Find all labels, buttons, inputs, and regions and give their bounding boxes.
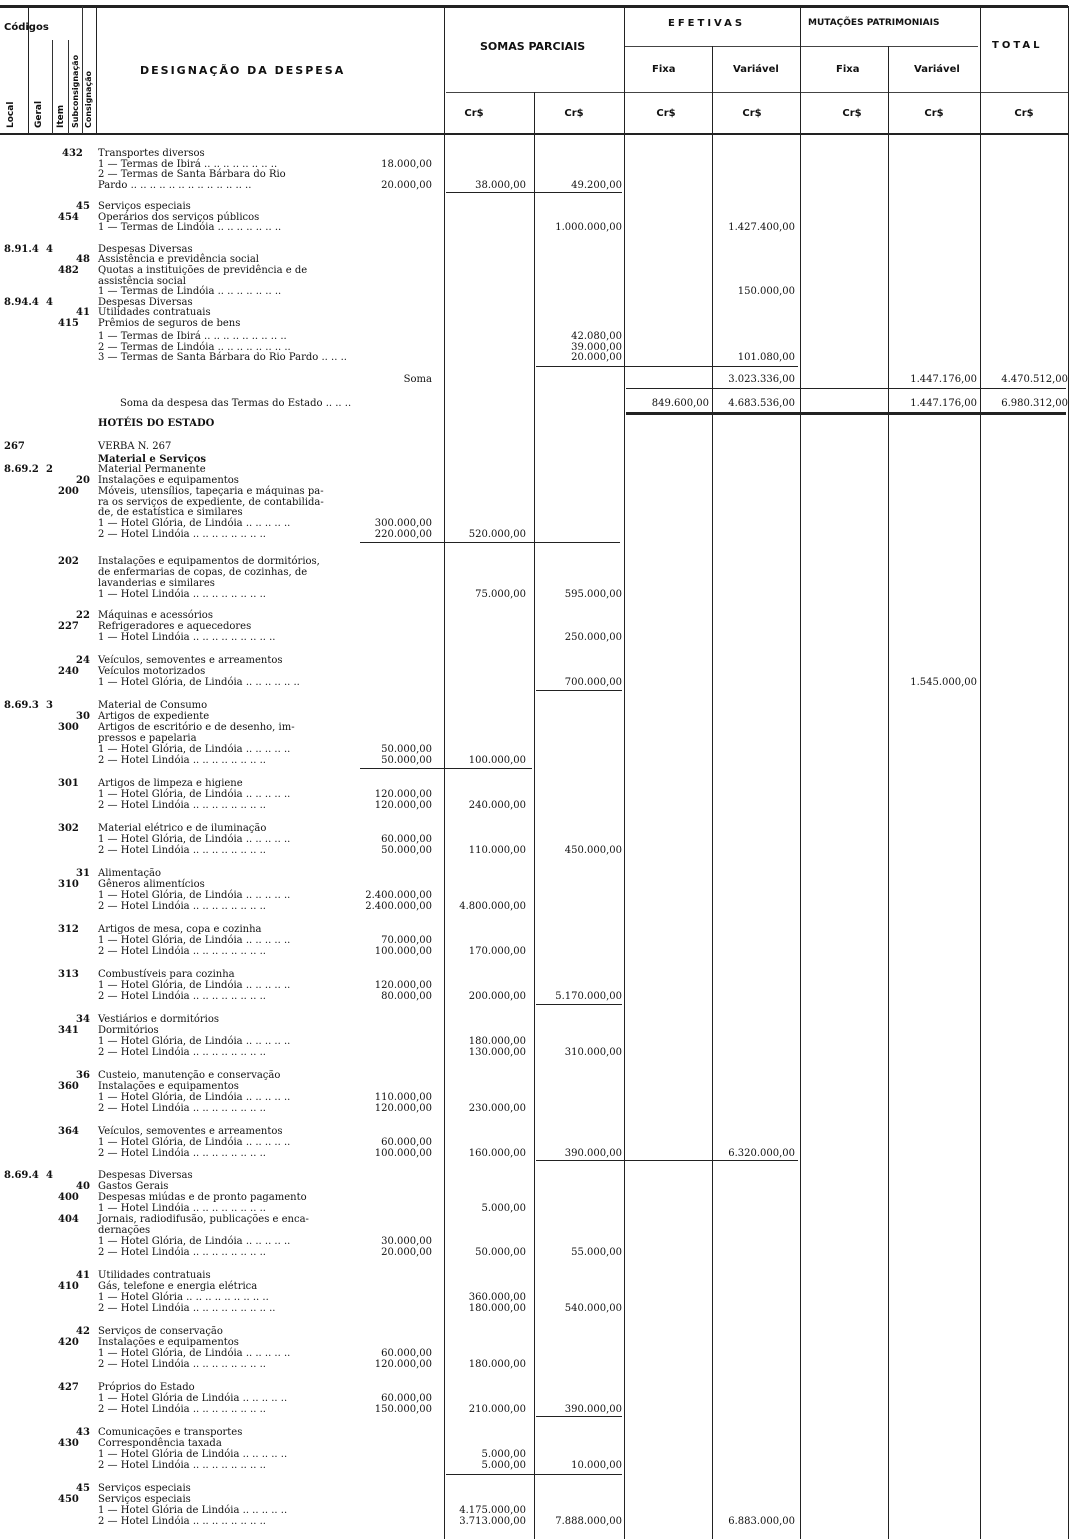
value-detail: 60.000,00 <box>381 834 432 845</box>
table-row <box>0 901 1072 913</box>
header-local: Local <box>6 101 16 128</box>
currency-col3: Cr$ <box>656 108 676 119</box>
rule-seguros <box>536 366 798 367</box>
row-description: Gás, telefone e energia elétrica <box>98 1281 258 1292</box>
value-efetivas-variavel: 6.320.000,00 <box>728 1148 795 1159</box>
row-description: 2 — Hotel Lindóia .. .. .. .. .. .. .. .. <box>98 1516 266 1527</box>
row-description: 1 — Termas de Lindóia .. .. .. .. .. .. .. <box>98 286 282 297</box>
value-somas-parciais-1: 130.000,00 <box>468 1047 526 1058</box>
row-description: HOTÉIS DO ESTADO <box>98 418 215 429</box>
code-consignacao: 415 <box>58 318 79 329</box>
value-somas-parciais-2: 390.000,00 <box>564 1148 622 1159</box>
termas-total-label: Soma da despesa das Termas do Estado .. .. .. <box>120 398 352 409</box>
code-consignacao: 313 <box>58 969 79 980</box>
value-detail: 50.000,00 <box>381 845 432 856</box>
table-row <box>0 352 1072 364</box>
table-row <box>0 222 1072 234</box>
row-description: Veículos motorizados <box>98 666 206 677</box>
row-description: Serviços especiais <box>98 1494 191 1505</box>
value-somas-parciais-1: 520.000,00 <box>468 529 526 540</box>
code-local: 8.69.2 <box>4 464 39 475</box>
row-description: 2 — Termas de Santa Bárbara do Rio <box>98 169 286 180</box>
value-detail: 120.000,00 <box>374 1359 432 1370</box>
code-consignacao: 301 <box>58 778 79 789</box>
value-somas-parciais-1: 3.713.000,00 <box>459 1516 526 1527</box>
value-somas-parciais-1: 240.000,00 <box>468 800 526 811</box>
row-description: assistência social <box>98 276 186 287</box>
row-description: 2 — Termas de Lindóia .. .. .. .. .. .. .. .. <box>98 342 291 353</box>
code-consignacao: 202 <box>58 556 79 567</box>
header-designacao: DESIGNAÇÃO DA DESPESA <box>140 64 346 77</box>
table-row <box>0 1460 1072 1472</box>
code-item: 36 <box>76 1070 90 1081</box>
code-consignacao: 420 <box>58 1337 79 1348</box>
currency-col2: Cr$ <box>564 108 584 119</box>
row-description: 1 — Termas de Ibirá .. .. .. .. .. .. .. .. <box>98 159 278 170</box>
table-row <box>0 755 1072 767</box>
table-row <box>0 441 1072 453</box>
currency-col7: Cr$ <box>1014 108 1034 119</box>
code-item: 34 <box>76 1014 90 1025</box>
table-row <box>0 632 1072 644</box>
row-description: dernações <box>98 1225 151 1236</box>
value-somas-parciais-1: 160.000,00 <box>468 1148 526 1159</box>
code-local: 8.69.3 <box>4 700 39 711</box>
row-description: ra os serviços de expediente, de contabilida- <box>98 497 324 508</box>
value-mutacoes-variavel: 1.447.176,00 <box>910 398 977 409</box>
table-row <box>0 845 1072 857</box>
row-description: Vestiários e dormitórios <box>98 1014 219 1025</box>
row-description: 2 — Hotel Lindóia .. .. .. .. .. .. .. .. <box>98 529 266 540</box>
row-description: 1 — Termas de Ibirá .. .. .. .. .. .. .. .. .. <box>98 331 287 342</box>
value-efetivas-variavel: 6.883.000,00 <box>728 1516 795 1527</box>
rule-combustiveis <box>536 1004 622 1005</box>
value-somas-parciais-2: 20.000,00 <box>571 352 622 363</box>
row-description: Artigos de expediente <box>98 711 210 722</box>
code-item: 432 <box>62 148 83 159</box>
row-description: 2 — Hotel Lindóia .. .. .. .. .. .. .. .. <box>98 1247 266 1258</box>
code-item: 20 <box>76 475 90 486</box>
value-somas-parciais-1: 5.000,00 <box>481 1460 526 1471</box>
table-row <box>0 991 1072 1003</box>
header-variavel-mutacoes: Variável <box>914 64 960 75</box>
value-somas-parciais-2: 450.000,00 <box>564 845 622 856</box>
value-somas-parciais-2: 39.000,00 <box>571 342 622 353</box>
code-local: 8.91.4 <box>4 244 39 255</box>
header-fixa-efetivas: Fixa <box>652 64 676 75</box>
value-detail: 50.000,00 <box>381 744 432 755</box>
row-description: 3 — Termas de Santa Bárbara do Rio Pardo .. .. .. <box>98 352 347 363</box>
value-efetivas-variavel: 4.683.536,00 <box>728 398 795 409</box>
value-somas-parciais-1: 4.800.000,00 <box>459 901 526 912</box>
row-description: Custeio, manutenção e conservação <box>98 1070 281 1081</box>
row-description: Utilidades contratuais <box>98 307 211 318</box>
code-geral: 2 <box>46 464 53 475</box>
value-efetivas-variavel: 150.000,00 <box>737 286 795 297</box>
row-description: Utilidades contratuais <box>98 1270 211 1281</box>
row-description: Artigos de escritório e de desenho, im- <box>98 722 295 733</box>
code-consignacao: 427 <box>58 1382 79 1393</box>
row-description: Alimentação <box>98 868 162 879</box>
rule-transportes <box>446 192 622 193</box>
value-somas-parciais-2: 310.000,00 <box>564 1047 622 1058</box>
row-description: de, de estatística e similares <box>98 507 243 518</box>
row-description: 2 — Hotel Lindóia .. .. .. .. .. .. .. .. <box>98 946 266 957</box>
value-detail: 50.000,00 <box>381 755 432 766</box>
row-description: 2 — Hotel Lindóia .. .. .. .. .. .. .. .. <box>98 991 266 1002</box>
value-detail: 100.000,00 <box>374 1148 432 1159</box>
header-efetivas: EFETIVAS <box>668 18 746 29</box>
row-description: Material Permanente <box>98 464 206 475</box>
header-codigos: Códigos <box>4 22 49 33</box>
header-item: Item <box>56 104 66 128</box>
code-consignacao: 227 <box>58 621 79 632</box>
value-somas-parciais-1: 170.000,00 <box>468 946 526 957</box>
value-somas-parciais-2: 595.000,00 <box>564 589 622 600</box>
value-mutacoes-variavel: 1.545.000,00 <box>910 677 977 688</box>
row-description: 1 — Hotel Glória, de Lindóia .. .. .. .. .. <box>98 1036 291 1047</box>
row-description: Veículos, semoventes e arreamentos <box>98 655 283 666</box>
table-row <box>0 374 1072 386</box>
value-detail: 20.000,00 <box>381 180 432 191</box>
value-somas-parciais-2: 55.000,00 <box>571 1247 622 1258</box>
value-somas-parciais-1: 75.000,00 <box>475 589 526 600</box>
row-description: Artigos de mesa, copa e cozinha <box>98 924 262 935</box>
row-description: 1 — Hotel Glória, de Lindóia .. .. .. .. .. <box>98 1092 291 1103</box>
row-description: Prêmios de seguros de bens <box>98 318 241 329</box>
value-somas-parciais-2: 10.000,00 <box>571 1460 622 1471</box>
value-somas-parciais-2: 42.080,00 <box>571 331 622 342</box>
value-efetivas-variavel: 1.427.400,00 <box>728 222 795 233</box>
code-local: 267 <box>4 441 25 452</box>
value-somas-parciais-1: 200.000,00 <box>468 991 526 1002</box>
value-detail: 60.000,00 <box>381 1348 432 1359</box>
code-item: 48 <box>76 254 90 265</box>
value-detail: 100.000,00 <box>374 946 432 957</box>
header-consignacao: Consignação <box>84 70 93 128</box>
rule-custeio <box>536 1160 798 1161</box>
table-row <box>0 418 1072 430</box>
value-total: 4.470.512,00 <box>1001 374 1068 385</box>
row-description: 2 — Hotel Lindóia .. .. .. .. .. .. .. .. <box>98 901 266 912</box>
row-description: 1 — Hotel Glória, de Lindóia .. .. .. .. .. <box>98 890 291 901</box>
row-description: Material e Serviços <box>98 454 207 465</box>
table-row <box>0 946 1072 958</box>
row-description: Serviços de conservação <box>98 1326 223 1337</box>
row-description: Serviços especiais <box>98 1483 191 1494</box>
row-description: Despesas Diversas <box>98 1170 193 1181</box>
table-row <box>0 1359 1072 1371</box>
value-somas-parciais-1: 38.000,00 <box>475 180 526 191</box>
header-geral: Geral <box>34 100 44 128</box>
table-row <box>0 318 1072 330</box>
rule-proprios <box>536 1416 622 1417</box>
value-detail: 20.000,00 <box>381 1247 432 1258</box>
row-description: 2 — Hotel Lindóia .. .. .. .. .. .. .. .. <box>98 1460 266 1471</box>
table-row <box>0 398 1072 410</box>
rule-soma-termas <box>626 388 1066 389</box>
code-consignacao: 482 <box>58 265 79 276</box>
table-row <box>0 589 1072 601</box>
row-description: Refrigeradores e aquecedores <box>98 621 252 632</box>
value-somas-parciais-1: 210.000,00 <box>468 1404 526 1415</box>
code-consignacao: 404 <box>58 1214 79 1225</box>
rule-veiculos <box>536 690 622 691</box>
value-detail: 18.000,00 <box>381 159 432 170</box>
row-description: 2 — Hotel Lindóia .. .. .. .. .. .. .. .. <box>98 1359 266 1370</box>
code-consignacao: 200 <box>58 486 79 497</box>
row-description: 2 — Hotel Lindóia .. .. .. .. .. .. .. .. <box>98 1148 266 1159</box>
value-somas-parciais-1: 180.000,00 <box>468 1303 526 1314</box>
row-description: 1 — Hotel Glória, de Lindóia .. .. .. .. .. <box>98 834 291 845</box>
header-somas-parciais: SOMAS PARCIAIS <box>480 40 586 53</box>
code-item: 31 <box>76 868 90 879</box>
value-detail: 60.000,00 <box>381 1393 432 1404</box>
code-geral: 4 <box>46 297 53 308</box>
row-description: Jornais, radiodifusão, publicações e enca- <box>98 1214 309 1225</box>
row-description: Próprios do Estado <box>98 1382 195 1393</box>
code-consignacao: 360 <box>58 1081 79 1092</box>
row-description: Gêneros alimentícios <box>98 879 205 890</box>
row-description: Instalações e equipamentos de dormitórios, <box>98 556 320 567</box>
currency-col6: Cr$ <box>924 108 944 119</box>
value-somas-parciais-2: 7.888.000,00 <box>555 1516 622 1527</box>
row-description: Combustíveis para cozinha <box>98 969 235 980</box>
table-row <box>0 1247 1072 1259</box>
row-description: 1 — Hotel Glória, de Lindóia .. .. .. .. .. <box>98 518 291 529</box>
row-description: 1 — Hotel Glória de Lindóia .. .. .. .. .. <box>98 1393 288 1404</box>
row-description: de enfermarias de copas, de cozinhas, de <box>98 567 308 578</box>
row-description: Material de Consumo <box>98 700 208 711</box>
value-detail: 120.000,00 <box>374 789 432 800</box>
code-geral: 4 <box>46 1170 53 1181</box>
row-description: Dormitórios <box>98 1025 159 1036</box>
value-somas-parciais-2: 700.000,00 <box>564 677 622 688</box>
code-item: 30 <box>76 711 90 722</box>
row-description: lavanderias e similares <box>98 578 215 589</box>
row-description: Comunicações e transportes <box>98 1427 243 1438</box>
value-somas-parciais-1: 110.000,00 <box>468 845 526 856</box>
code-consignacao: 312 <box>58 924 79 935</box>
code-item: 45 <box>76 201 90 212</box>
header-rule-sub <box>446 92 1068 93</box>
row-description: Quotas a instituições de previdência e de <box>98 265 308 276</box>
table-row <box>0 1047 1072 1059</box>
row-description: 2 — Hotel Lindóia .. .. .. .. .. .. .. .. <box>98 1047 266 1058</box>
header-total: TOTAL <box>992 40 1043 51</box>
value-somas-parciais-2: 540.000,00 <box>564 1303 622 1314</box>
currency-col1: Cr$ <box>464 108 484 119</box>
col-line-local <box>28 6 29 134</box>
code-item: 40 <box>76 1181 90 1192</box>
row-description: Operários dos serviços públicos <box>98 212 260 223</box>
row-description: 2 — Hotel Lindóia .. .. .. .. .. .. .. .. <box>98 1103 266 1114</box>
code-item: 24 <box>76 655 90 666</box>
row-description: 1 — Hotel Glória, de Lindóia .. .. .. .. .. <box>98 1137 291 1148</box>
header-rule-efetivas <box>624 46 978 47</box>
value-efetivas-variavel: 3.023.336,00 <box>728 374 795 385</box>
row-description: 2 — Hotel Lindóia .. .. .. .. .. .. .. .. <box>98 755 266 766</box>
header-fixa-mutacoes: Fixa <box>836 64 860 75</box>
row-description: Serviços especiais <box>98 201 191 212</box>
value-somas-parciais-1: 5.000,00 <box>481 1449 526 1460</box>
rule-expediente <box>360 768 532 769</box>
value-somas-parciais-1: 180.000,00 <box>468 1036 526 1047</box>
table-row <box>0 1303 1072 1315</box>
row-description: 1 — Termas de Lindóia .. .. .. .. .. .. .. <box>98 222 282 233</box>
table-row <box>0 1103 1072 1115</box>
value-somas-parciais-2: 390.000,00 <box>564 1404 622 1415</box>
col-line-geral <box>52 40 53 134</box>
value-detail: 60.000,00 <box>381 1137 432 1148</box>
code-consignacao: 410 <box>58 1281 79 1292</box>
row-description: 2 — Hotel Lindóia .. .. .. .. .. .. .. .. <box>98 845 266 856</box>
code-consignacao: 310 <box>58 879 79 890</box>
value-efetivas-variavel: 101.080,00 <box>737 352 795 363</box>
value-detail: 80.000,00 <box>381 991 432 1002</box>
row-description: 2 — Hotel Lindóia .. .. .. .. .. .. .. .. .. <box>98 1303 276 1314</box>
row-description: Material elétrico e de iluminação <box>98 823 267 834</box>
code-consignacao: 454 <box>58 212 79 223</box>
value-somas-parciais-2: 5.170.000,00 <box>555 991 622 1002</box>
row-description: Despesas miúdas e de pronto pagamento <box>98 1192 307 1203</box>
table-row <box>0 677 1072 689</box>
code-item: 41 <box>76 307 90 318</box>
value-detail: 30.000,00 <box>381 1236 432 1247</box>
row-description: pressos e papelaria <box>98 733 197 744</box>
row-description: 1 — Hotel Glória, de Lindóia .. .. .. .. .. <box>98 935 291 946</box>
currency-col4: Cr$ <box>742 108 762 119</box>
value-somas-parciais-1: 180.000,00 <box>468 1359 526 1370</box>
row-description: Veículos, semoventes e arreamentos <box>98 1126 283 1137</box>
value-detail: 220.000,00 <box>374 529 432 540</box>
row-description: Transportes diversos <box>98 148 205 159</box>
table-row <box>0 800 1072 812</box>
row-description: Artigos de limpeza e higiene <box>98 778 243 789</box>
value-total: 6.980.312,00 <box>1001 398 1068 409</box>
value-detail: 2.400.000,00 <box>365 890 432 901</box>
table-row <box>0 1148 1072 1160</box>
row-description: 1 — Hotel Glória de Lindóia .. .. .. .. .. <box>98 1449 288 1460</box>
value-somas-parciais-1: 360.000,00 <box>468 1292 526 1303</box>
code-consignacao: 400 <box>58 1192 79 1203</box>
value-somas-parciais-1: 50.000,00 <box>475 1247 526 1258</box>
code-item: 45 <box>76 1483 90 1494</box>
table-row <box>0 529 1072 541</box>
code-consignacao: 364 <box>58 1126 79 1137</box>
code-geral: 4 <box>46 244 53 255</box>
col-line-cons <box>96 6 97 134</box>
col-line-item <box>68 40 69 134</box>
code-consignacao: 341 <box>58 1025 79 1036</box>
row-description: 2 — Hotel Lindóia .. .. .. .. .. .. .. .. <box>98 1404 266 1415</box>
row-description: 1 — Hotel Glória, de Lindóia .. .. .. .. .. <box>98 1348 291 1359</box>
value-somas-parciais-1: 100.000,00 <box>468 755 526 766</box>
row-description: 2 — Hotel Lindóia .. .. .. .. .. .. .. .. <box>98 800 266 811</box>
value-detail: 150.000,00 <box>374 1404 432 1415</box>
code-consignacao: 300 <box>58 722 79 733</box>
value-detail: 120.000,00 <box>374 980 432 991</box>
value-detail: 120.000,00 <box>374 800 432 811</box>
col-line-sub <box>82 6 83 134</box>
code-local: 8.69.4 <box>4 1170 39 1181</box>
soma-label: Soma <box>403 374 432 385</box>
value-efetivas-fixa: 849.600,00 <box>651 398 709 409</box>
row-description: Instalações e equipamentos <box>98 1337 239 1348</box>
value-detail: 110.000,00 <box>374 1092 432 1103</box>
row-description: 1 — Hotel Lindóia .. .. .. .. .. .. .. .. <box>98 589 266 600</box>
row-description: Despesas Diversas <box>98 244 193 255</box>
code-item: 22 <box>76 610 90 621</box>
row-description: 1 — Hotel Glória, de Lindóia .. .. .. .. .. .. <box>98 677 300 688</box>
row-description: 1 — Hotel Glória, de Lindóia .. .. .. .. .. <box>98 980 291 991</box>
row-description: VERBA N. 267 <box>98 441 172 452</box>
row-description: Instalações e equipamentos <box>98 475 239 486</box>
value-somas-parciais-2: 250.000,00 <box>564 632 622 643</box>
table-row <box>0 180 1072 192</box>
value-detail: 70.000,00 <box>381 935 432 946</box>
row-description: Despesas Diversas <box>98 297 193 308</box>
value-detail: 300.000,00 <box>374 518 432 529</box>
code-consignacao: 450 <box>58 1494 79 1505</box>
rule-termas-total <box>626 412 1066 415</box>
value-somas-parciais-1: 5.000,00 <box>481 1203 526 1214</box>
table-row <box>0 1516 1072 1528</box>
rule-correspondencia <box>446 1474 622 1475</box>
value-somas-parciais-2: 1.000.000,00 <box>555 222 622 233</box>
row-description: Máquinas e acessórios <box>98 610 213 621</box>
value-detail: 120.000,00 <box>374 1103 432 1114</box>
code-item: 41 <box>76 1270 90 1281</box>
header-variavel-efetivas: Variável <box>733 64 779 75</box>
currency-col5: Cr$ <box>842 108 862 119</box>
row-description: 1 — Hotel Glória de Lindóia .. .. .. .. .. <box>98 1505 288 1516</box>
value-somas-parciais-1: 230.000,00 <box>468 1103 526 1114</box>
row-description: 1 — Hotel Glória, de Lindóia .. .. .. .. .. <box>98 744 291 755</box>
row-description: 1 — Hotel Lindóia .. .. .. .. .. .. .. .. <box>98 1203 266 1214</box>
row-description: Móveis, utensílios, tapeçaria e máquinas pa- <box>98 486 324 497</box>
table-row <box>0 1404 1072 1416</box>
value-somas-parciais-2: 49.200,00 <box>571 180 622 191</box>
top-border <box>0 5 1068 8</box>
value-detail: 2.400.000,00 <box>365 901 432 912</box>
row-description: 1 — Hotel Lindóia .. .. .. .. .. .. .. .. .. <box>98 632 276 643</box>
row-description: 1 — Hotel Glória, de Lindóia .. .. .. .. .. <box>98 1236 291 1247</box>
row-description: Assistência e previdência social <box>98 254 259 265</box>
value-somas-parciais-1: 4.175.000,00 <box>459 1505 526 1516</box>
row-description: Instalações e equipamentos <box>98 1081 239 1092</box>
rule-moveis <box>360 542 620 543</box>
code-consignacao: 430 <box>58 1438 79 1449</box>
code-item: 42 <box>76 1326 90 1337</box>
header-mutacoes: MUTAÇÕES PATRIMONIAIS <box>808 18 940 28</box>
row-description: 1 — Hotel Glória, de Lindóia .. .. .. .. .. <box>98 789 291 800</box>
code-item: 43 <box>76 1427 90 1438</box>
row-description: Gastos Gerais <box>98 1181 169 1192</box>
code-consignacao: 302 <box>58 823 79 834</box>
row-description: Pardo .. .. .. .. .. .. .. .. .. .. .. .. .. <box>98 180 252 191</box>
code-geral: 3 <box>46 700 53 711</box>
code-consignacao: 240 <box>58 666 79 677</box>
header-subconsignacao: Subconsignação <box>71 54 80 128</box>
row-description: 1 — Hotel Glória .. .. .. .. .. .. .. .. .. <box>98 1292 269 1303</box>
row-description: Correspondência taxada <box>98 1438 222 1449</box>
value-mutacoes-variavel: 1.447.176,00 <box>910 374 977 385</box>
code-local: 8.94.4 <box>4 297 39 308</box>
